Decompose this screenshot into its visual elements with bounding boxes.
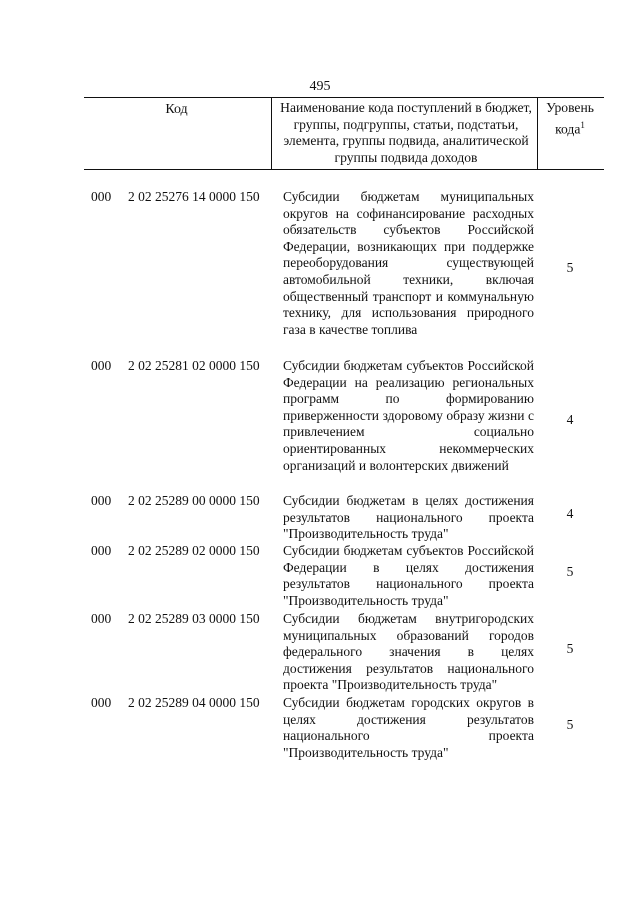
revenue-code: 2 02 25289 00 0000 150: [128, 493, 260, 508]
admin-code: 000: [91, 493, 112, 508]
code-level: 5: [566, 564, 574, 579]
table-header: [84, 97, 604, 170]
admin-code: 000: [91, 543, 112, 558]
revenue-name: Субсидии бюджетам субъектов Российской Федерации в целях достижения результатов национального проекта "Производительность труда": [283, 543, 534, 608]
revenue-name: Субсидии бюджетам в целях достижения результатов национального проекта "Производительность труда": [283, 493, 534, 542]
admin-code: 000: [91, 358, 112, 373]
code-level: 5: [566, 641, 574, 656]
revenue-name: Субсидии бюджетам муниципальных округов на софинансирование расходных обязательств субъектов Российской Федерации, возникающих при поддержке переоборудования существующей автомобильной техники, включая общественный транспорт и коммунальную технику, для использования природного газа в качестве топлива: [283, 189, 534, 337]
revenue-code: 2 02 25276 14 0000 150: [128, 189, 260, 204]
revenue-name: Субсидии бюджетам внутригородских муниципальных образований городов федерального значения в целях достижения результатов национального проекта "Производительность труда": [283, 611, 534, 693]
revenue-name: Субсидии бюджетам субъектов Российской Федерации на реализацию региональных программ по формированию приверженности здоровому образу жизни с привлечением социально ориентированных некоммерческих организаций и волонтерских движений: [283, 358, 534, 473]
revenue-code: 2 02 25289 04 0000 150: [128, 695, 260, 710]
admin-code: 000: [91, 695, 112, 710]
revenue-code: 2 02 25289 02 0000 150: [128, 543, 260, 558]
column-divider: [537, 98, 538, 169]
footnote-mark: 1: [580, 119, 585, 130]
header-name: Наименование кода поступлений в бюджет, группы, подгруппы, статьи, подстатьи, элемента, группы подвида, аналитической группы подвида доходов: [280, 100, 532, 165]
revenue-code: 2 02 25281 02 0000 150: [128, 358, 260, 373]
page-number: 495: [309, 79, 331, 94]
admin-code: 000: [91, 189, 112, 204]
header-level: [539, 100, 601, 138]
admin-code: 000: [91, 611, 112, 626]
column-divider: [271, 98, 272, 169]
code-level: 4: [566, 506, 574, 521]
code-level: 5: [566, 260, 574, 275]
header-code: Код: [165, 102, 188, 117]
code-level: 5: [566, 717, 574, 732]
code-level: 4: [566, 412, 574, 427]
revenue-code: 2 02 25289 03 0000 150: [128, 611, 260, 626]
revenue-name: Субсидии бюджетам городских округов в целях достижения результатов национального проекта "Производительность труда": [283, 695, 534, 760]
header-level-label: Уровень кода: [546, 100, 594, 137]
